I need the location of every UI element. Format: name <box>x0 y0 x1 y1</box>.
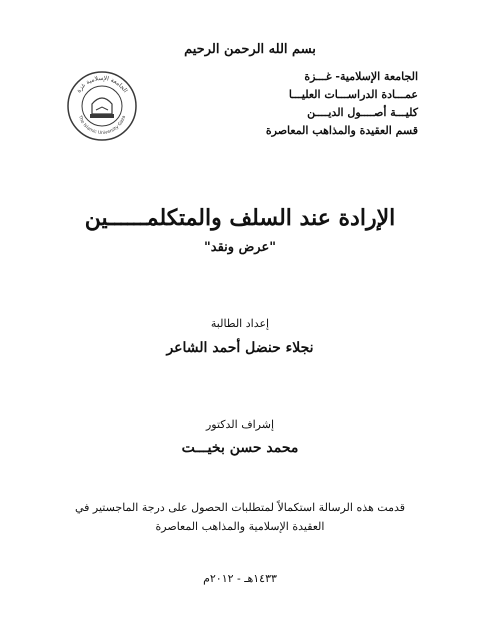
supervisor-label: إشراف الدكتور <box>205 418 275 431</box>
student-label: إعداد الطالبة <box>210 317 270 330</box>
university-name: الجامعة الإسلامية- غـــزة <box>304 70 418 83</box>
student-name: نجلاء حنضل أحمد الشاعر <box>166 340 314 356</box>
faculty-name: كليـــة أصــــول الديــــن <box>307 106 418 119</box>
basmala: بسم الله الرحمن الرحيم <box>184 42 316 57</box>
submission-note <box>70 498 410 536</box>
submission-note-line1: قدمت هذه الرسالة استكمالاً لمتطلبات الحصول على درجة الماجستير في <box>74 501 406 514</box>
seal-bottom-text: The Islamic University Gaza <box>76 115 128 137</box>
university-header <box>258 68 418 140</box>
supervisor-name: محمد حسن بخيـــت <box>181 440 299 456</box>
university-seal-icon <box>66 70 138 142</box>
thesis-title: الإرادة عند السلف والمتكلمــــــين <box>84 205 396 231</box>
graduate-deanship: عمـــادة الدراســـات العليـــا <box>288 88 418 101</box>
thesis-subtitle: "عرض ونقد" <box>203 240 276 255</box>
department-name: قسم العقيدة والمذاهب المعاصرة <box>265 124 418 137</box>
thesis-date: ١٤٣٣هـ - ٢٠١٢م <box>203 572 277 585</box>
seal-arc-text: الجامعة الإسلامية غزة <box>75 74 129 95</box>
submission-note-line2: العقيدة الإسلامية والمذاهب المعاصرة <box>155 520 325 533</box>
